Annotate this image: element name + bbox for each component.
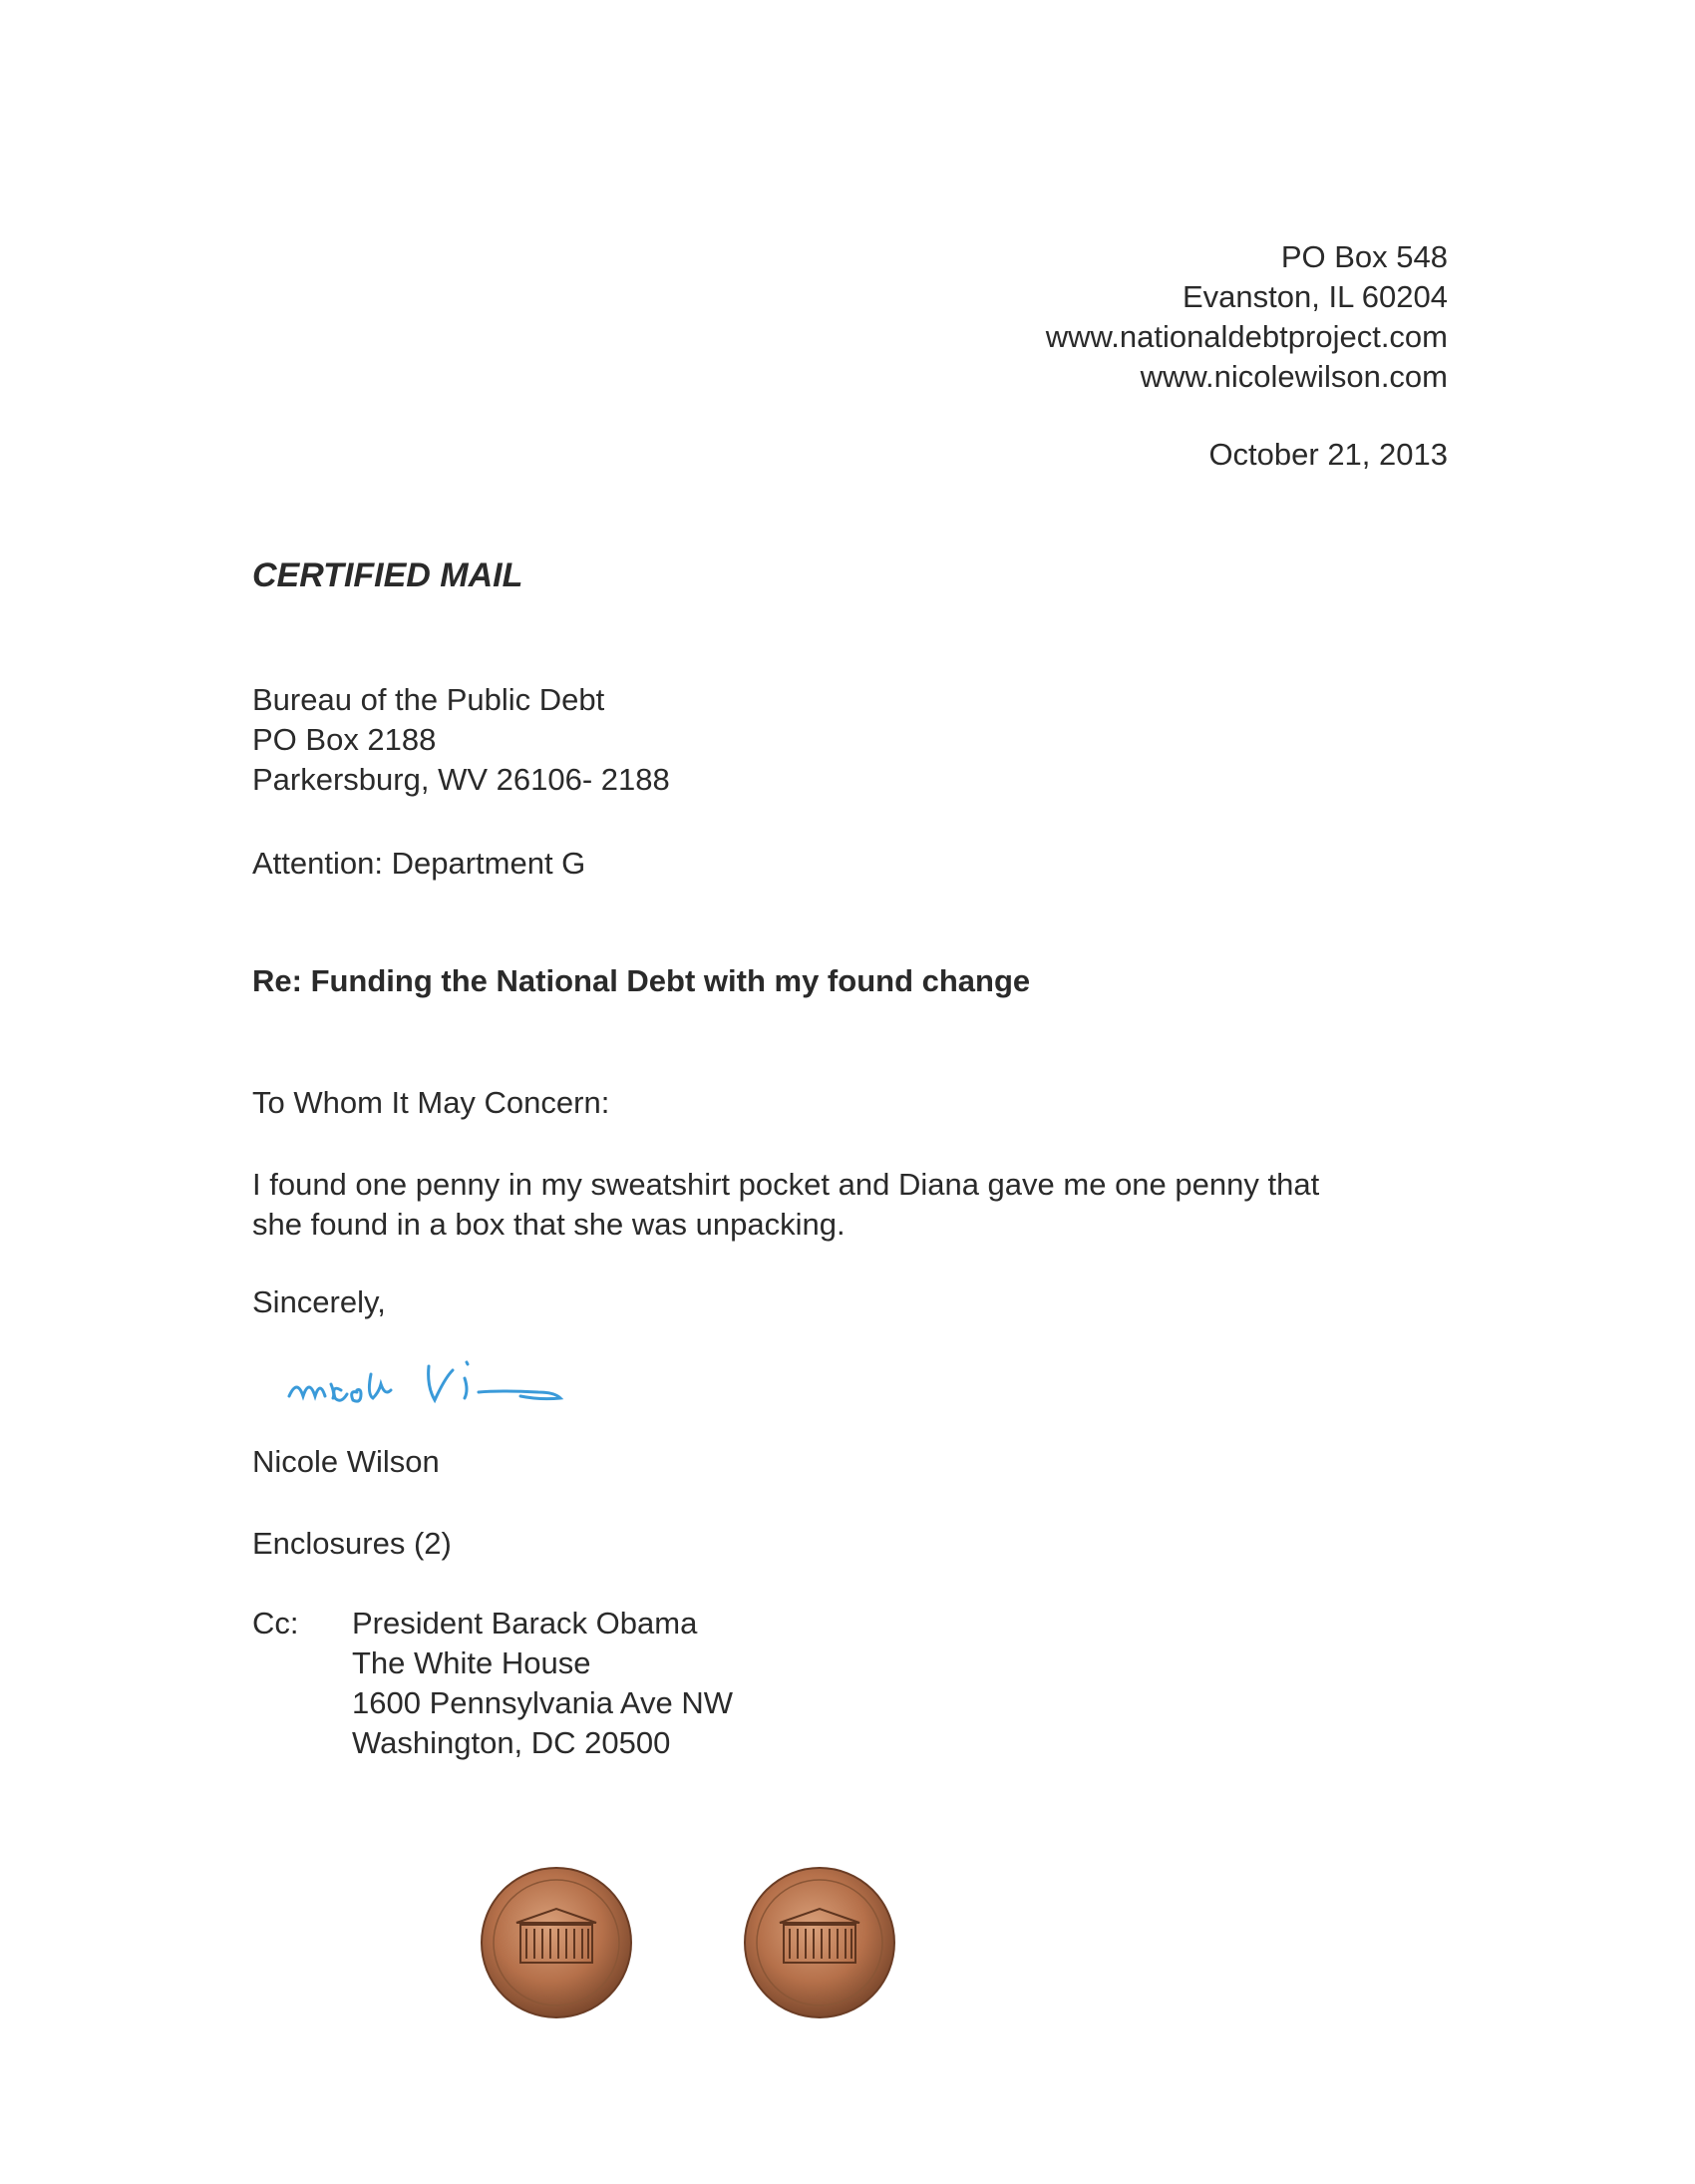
certified-mail-heading: CERTIFIED MAIL (252, 556, 523, 594)
salutation: To Whom It May Concern: (252, 1085, 610, 1120)
enclosures-note: Enclosures (2) (252, 1526, 452, 1561)
penny-icon (482, 1868, 631, 2017)
penny-icon (745, 1868, 894, 2017)
sender-address (1046, 237, 1448, 397)
sender-line: PO Box 548 (1280, 239, 1448, 274)
sender-website-line: www.nicolewilson.com (1140, 359, 1448, 394)
sender-line: Evanston, IL 60204 (1183, 279, 1448, 314)
recipient-line: Bureau of the Public Debt (252, 682, 605, 717)
recipient-line: PO Box 2188 (252, 722, 437, 757)
subject-line: Re: Funding the National Debt with my found change (252, 963, 1031, 998)
sender-website-line: www.nationaldebtproject.com (1045, 319, 1448, 354)
cc-line: President Barack Obama (352, 1606, 698, 1640)
recipient-address (252, 680, 670, 800)
signer-name: Nicole Wilson (252, 1444, 440, 1479)
cc-label: Cc: (252, 1606, 299, 1640)
handwritten-signature (279, 1344, 658, 1424)
enclosed-pennies (479, 1853, 897, 2032)
recipient-line: Parkersburg, WV 26106- 2188 (252, 762, 670, 797)
closing: Sincerely, (252, 1284, 386, 1319)
cc-line: 1600 Pennsylvania Ave NW (352, 1685, 733, 1720)
attention-line: Attention: Department G (252, 846, 586, 881)
cc-line: Washington, DC 20500 (352, 1725, 671, 1760)
cc-address (352, 1604, 733, 1763)
body-line: she found in a box that she was unpacking. (252, 1207, 846, 1242)
letter-date: October 21, 2013 (1208, 437, 1448, 472)
cc-line: The White House (352, 1645, 591, 1680)
body-line: I found one penny in my sweatshirt pocket and Diana gave me one penny that (252, 1167, 1320, 1202)
letter-body (252, 1165, 1319, 1245)
